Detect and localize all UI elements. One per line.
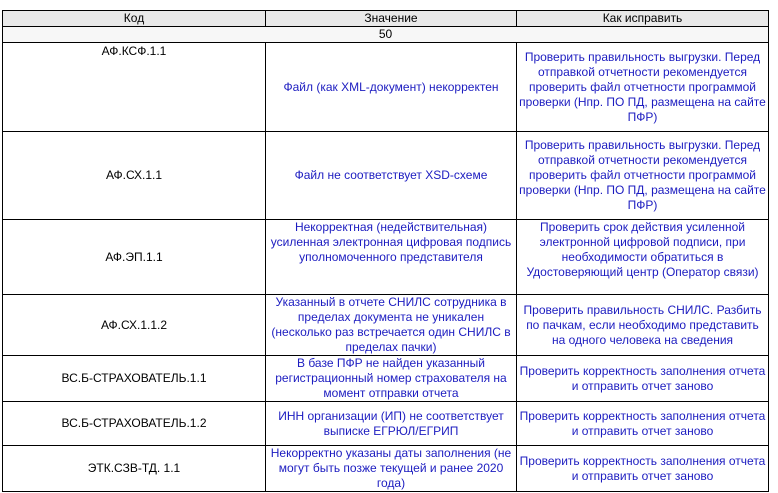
table-row bbox=[3, 295, 769, 356]
column-header-fix: Как исправить bbox=[517, 11, 769, 27]
fix-cell: Проверить корректность заполнения отчета и отправить отчет заново bbox=[517, 402, 769, 446]
table-row bbox=[3, 132, 769, 220]
table-row bbox=[3, 220, 769, 295]
fix-cell: Проверить правильность выгрузки. Перед отправкой отчетности рекомендуется проверить файл отчетности программой проверки (Нпр. ПО ПД, размещена на сайте ПФР) bbox=[517, 132, 769, 220]
table-row bbox=[3, 402, 769, 446]
fix-cell: Проверить корректность заполнения отчета и отправить отчет заново bbox=[517, 446, 769, 492]
code-cell: АФ.СХ.1.1.2 bbox=[3, 295, 266, 356]
fix-cell: Проверить срок действия усиленной электронной цифровой подписи, при необходимости обратиться в Удостоверяющий центр (Оператор связи) bbox=[517, 220, 769, 295]
code-cell: ВС.Б-СТРАХОВАТЕЛЬ.1.2 bbox=[3, 402, 266, 446]
group-row bbox=[3, 27, 769, 43]
value-cell: Некорректная (недействительная) усиленная электронная цифровая подпись уполномоченного представителя bbox=[266, 220, 517, 295]
code-cell: АФ.КСФ.1.1 bbox=[3, 43, 266, 132]
fix-cell: Проверить правильность СНИЛС. Разбить по пачкам, если необходимо представить на одного человека на сведения bbox=[517, 295, 769, 356]
table-row bbox=[3, 356, 769, 402]
table-header-row bbox=[3, 11, 769, 27]
value-cell: Файл не соответствует XSD-схеме bbox=[266, 132, 517, 220]
column-header-value: Значение bbox=[266, 11, 517, 27]
fix-cell: Проверить правильность выгрузки. Перед отправкой отчетности рекомендуется проверить файл отчетности программой проверки (Нпр. ПО ПД, размещена на сайте ПФР) bbox=[517, 43, 769, 132]
value-cell: Файл (как XML-документ) некорректен bbox=[266, 43, 517, 132]
code-cell: ЭТК.СЗВ-ТД. 1.1 bbox=[3, 446, 266, 492]
error-codes-table bbox=[2, 10, 769, 492]
code-cell: АФ.ЭП.1.1 bbox=[3, 220, 266, 295]
value-cell: ИНН организации (ИП) не соответствует выписке ЕГРЮЛ/ЕГРИП bbox=[266, 402, 517, 446]
table-row bbox=[3, 43, 769, 132]
column-header-code: Код bbox=[3, 11, 266, 27]
code-cell: ВС.Б-СТРАХОВАТЕЛЬ.1.1 bbox=[3, 356, 266, 402]
code-cell: АФ.СХ.1.1 bbox=[3, 132, 266, 220]
value-cell: Указанный в отчете СНИЛС сотрудника в пределах документа не уникален (несколько раз встречается один СНИЛС в пределах пачки) bbox=[266, 295, 517, 356]
table-row bbox=[3, 446, 769, 492]
value-cell: В базе ПФР не найден указанный регистрационный номер страхователя на момент отправки отчета bbox=[266, 356, 517, 402]
value-cell: Некорректно указаны даты заполнения (не могут быть позже текущей и ранее 2020 года) bbox=[266, 446, 517, 492]
fix-cell: Проверить корректность заполнения отчета и отправить отчет заново bbox=[517, 356, 769, 402]
group-value-cell: 50 bbox=[3, 27, 769, 43]
